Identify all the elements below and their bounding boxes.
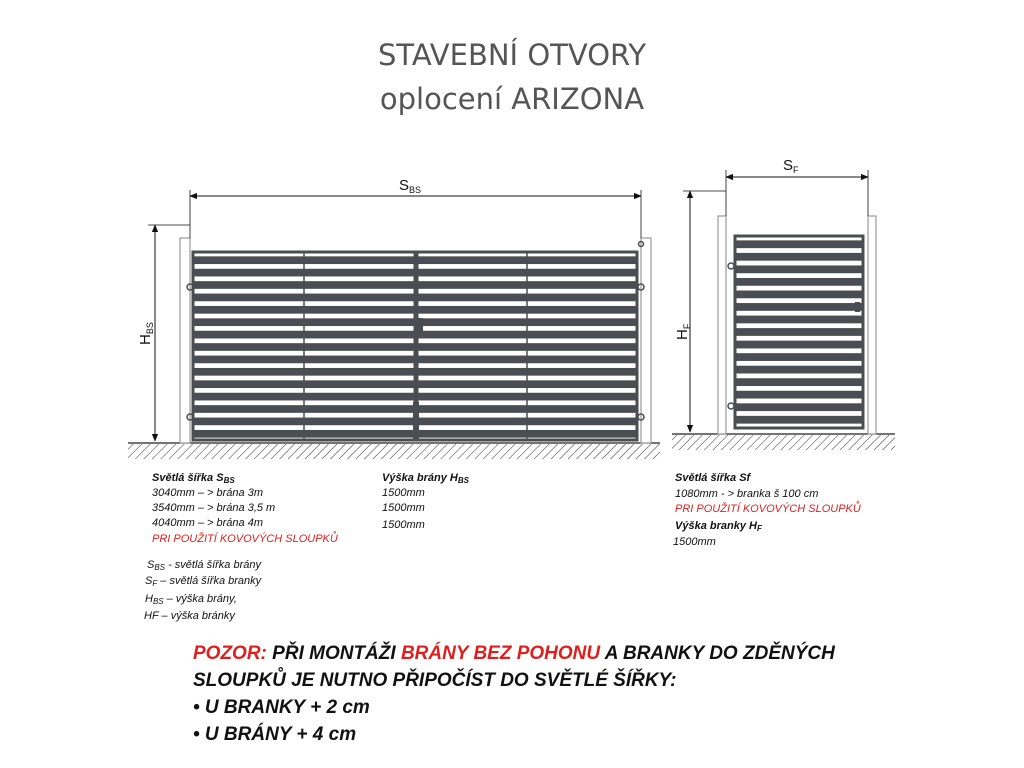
- slat: [418, 306, 636, 314]
- gate-height-row: 1500mm: [382, 487, 425, 499]
- slat: [418, 430, 636, 438]
- slat: [736, 378, 862, 386]
- slat: [736, 253, 862, 261]
- wicket-spec-row: 1080mm - > branka š 100 cm: [675, 488, 819, 500]
- slat: [194, 368, 414, 376]
- slat: [194, 331, 414, 339]
- gate-height-row: 1500mm: [382, 502, 425, 514]
- wicket-height-heading: Výška branky $H_F$: [675, 520, 762, 533]
- wicket-height-label: $H_F$: [674, 323, 692, 340]
- warning-bullet: • U BRÁNY + 4 cm: [193, 724, 357, 745]
- slat: [418, 418, 636, 426]
- wicket-width-heading: Světlá šířka Sf: [675, 472, 751, 484]
- slat: [736, 265, 862, 273]
- gate-spec-row: 4040mm – > brána 4m: [152, 517, 263, 529]
- gate-handle: [417, 318, 423, 334]
- warning-line-2: SLOUPKŮ JE NUTNO PŘIPOČÍST DO SVĚTLÉ ŠÍŘKY:: [193, 670, 677, 691]
- warning-line-1: POZOR: PŘI MONTÁŽI BRÁNY BEZ POHONU A BRANKY DO ZDĚNÝCH: [193, 643, 835, 664]
- slat: [194, 405, 414, 413]
- slat: [736, 391, 862, 399]
- slat: [418, 269, 636, 277]
- slat: [736, 353, 862, 361]
- slat: [736, 416, 862, 424]
- title-line-2: oplocení ARIZONA: [379, 82, 645, 116]
- slat: [736, 303, 862, 311]
- slat: [194, 294, 414, 302]
- slat: [736, 316, 862, 324]
- slat: [418, 331, 636, 339]
- wicket-post-right: [868, 216, 876, 434]
- wicket-hinge: [728, 263, 734, 269]
- gate-spec-note: PRI POUŽITÍ KOVOVÝCH SLOUPKŮ: [152, 533, 338, 545]
- slat: [194, 380, 414, 388]
- slat: [736, 403, 862, 411]
- legend-item: $H_{BS}$ – výška brány,: [145, 593, 237, 606]
- slat: [418, 343, 636, 351]
- gate-post-right: [641, 238, 651, 443]
- slat: [194, 356, 414, 364]
- gate-width-label: $S_{BS}$: [399, 177, 422, 195]
- wicket-height-value: 1500mm: [673, 536, 716, 548]
- slat: [736, 291, 862, 299]
- slat: [418, 318, 636, 326]
- gate-height-label: $H_{BS}$: [137, 322, 155, 345]
- slat: [418, 256, 636, 264]
- slat: [194, 281, 414, 289]
- ground-gate: [128, 443, 660, 459]
- gate-post-left: [180, 238, 190, 443]
- slat: [194, 343, 414, 351]
- warning-bullet: • U BRANKY + 2 cm: [193, 697, 370, 718]
- slat: [418, 294, 636, 302]
- slat: [194, 269, 414, 277]
- slat: [736, 341, 862, 349]
- gate-spec-row: 3540mm – > brána 3,5 m: [152, 502, 276, 514]
- slat: [418, 380, 636, 388]
- legend-item: $S_F$ – světlá šířka branky: [145, 575, 262, 588]
- gate-width-heading: Světlá šířka $S_{BS}$: [152, 472, 235, 485]
- gate-spec-row: 3040mm – > brána 3m: [152, 487, 263, 499]
- wicket-spec-note: PRI POUŽITÍ KOVOVÝCH SLOUPKŮ: [675, 503, 861, 515]
- slat: [736, 240, 862, 248]
- slat: [418, 356, 636, 364]
- slat: [418, 393, 636, 401]
- slat: [194, 393, 414, 401]
- wicket-width-label: $S_F$: [783, 157, 799, 175]
- slat: [418, 405, 636, 413]
- gate-height-heading: Výška brány $H_{BS}$: [382, 472, 469, 485]
- wicket-hinge: [728, 403, 734, 409]
- title-line-1: STAVEBNÍ OTVORY: [377, 38, 647, 72]
- slat: [736, 328, 862, 336]
- legend-item: $S_{BS}$ - světlá šířka brány: [147, 559, 261, 572]
- wicket-handle: [855, 302, 860, 312]
- wicket-slats: [736, 240, 862, 423]
- slat: [418, 281, 636, 289]
- slat: [418, 368, 636, 376]
- legend-item: HF – výška bránky: [144, 610, 235, 622]
- slat: [194, 256, 414, 264]
- slat: [194, 306, 414, 314]
- wicket-post-left: [718, 216, 726, 434]
- slat: [194, 430, 414, 438]
- gate-height-row: 1500mm: [382, 519, 425, 531]
- gate-lock: [413, 402, 419, 440]
- ground-wicket: [672, 434, 895, 450]
- slat: [194, 418, 414, 426]
- slat: [736, 278, 862, 286]
- slat: [194, 318, 414, 326]
- slat: [736, 366, 862, 374]
